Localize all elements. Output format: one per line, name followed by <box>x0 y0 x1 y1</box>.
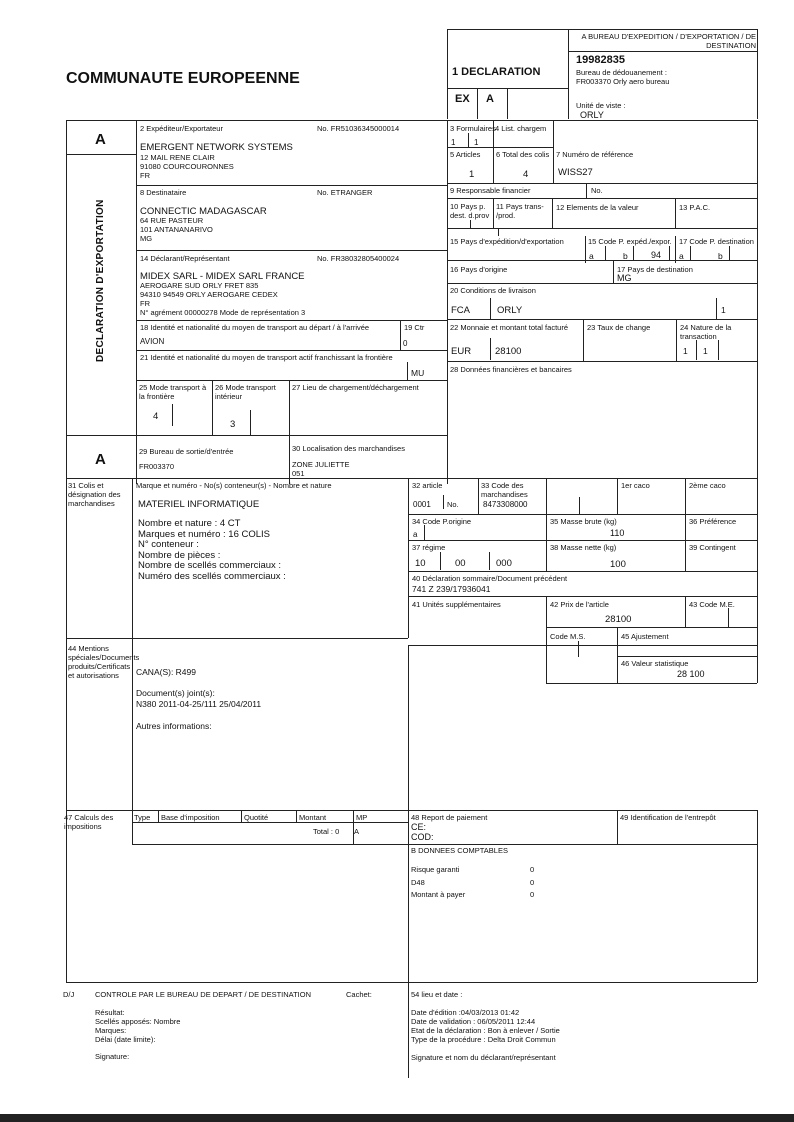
expediteur-address: 12 MAIL RENE CLAIR 91080 COURCOURONNES FR <box>140 153 234 180</box>
declaration-label: 1 DECLARATION <box>452 66 541 78</box>
code-origine-a: a <box>413 530 418 539</box>
declarant-no: No. FR38032805400024 <box>317 254 400 263</box>
lieu-date-label: 54 lieu et date : <box>411 990 463 999</box>
donnees-financieres-label: 28 Données financières et bancaires <box>450 365 572 374</box>
regime-value-3: 000 <box>496 558 512 569</box>
articles-value: 1 <box>469 169 475 180</box>
declarant-address: AEROGARE SUD ORLY FRET 835 94310 94549 ORLY AEROGARE CEDEX FR N° agrément 00000278 Mode de représentation 3 <box>140 281 306 317</box>
report-paiement-label: 48 Report de paiement <box>411 813 488 822</box>
reference-label: 7 Numéro de référence <box>556 150 634 159</box>
articles-label: 5 Articles <box>450 150 481 159</box>
montant-payer-label: Montant à payer <box>411 890 466 899</box>
unite-visite-value: ORLY <box>580 110 604 120</box>
dj-label: D/J <box>63 990 75 999</box>
pays-origine-label: 16 Pays d'origine <box>450 265 508 274</box>
pays-destination-value: MG <box>617 273 632 283</box>
localisation-value: ZONE JULIETTE 051 <box>292 460 350 478</box>
code-expedition-a: a <box>589 251 594 261</box>
expediteur-no: No. FR51036345000014 <box>317 124 400 133</box>
total-colis-value: 4 <box>523 169 529 180</box>
contingent-label: 39 Contingent <box>689 543 736 552</box>
risque-garanti-label: Risque garanti <box>411 865 460 874</box>
bureau-sortie-label: 29 Bureau de sortie/d'entrée <box>139 447 234 456</box>
valeur-statistique-value: 28 100 <box>677 669 705 679</box>
responsable-financier-label: 9 Responsable financier <box>450 186 531 195</box>
total-colis-label: 6 Total des colis <box>496 150 550 159</box>
goods-description: MATERIEL INFORMATIQUE <box>138 499 260 510</box>
section-letter-a-top: A <box>95 131 106 148</box>
signature-controle-label: Signature: <box>95 1052 130 1061</box>
mode-interieur-value: 3 <box>230 419 236 430</box>
donnees-comptables-label: B DONNEES COMPTABLES <box>411 846 508 855</box>
masse-brute-label: 35 Masse brute (kg) <box>550 517 617 526</box>
destinataire-address: 64 RUE PASTEUR 101 ANTANANARIVO MG <box>140 216 213 243</box>
mode-frontiere-value: 4 <box>153 411 159 422</box>
risque-garanti-value: 0 <box>530 865 535 874</box>
montant-payer-value: 0 <box>530 890 535 899</box>
code-marchandises-label: 33 Code des marchandises <box>481 481 528 499</box>
code-expedition-label: 15 Code P. expéd./expor. <box>588 237 672 246</box>
autres-informations: Autres informations: <box>136 721 212 731</box>
calculs-impositions-label: 47 Calculs des impositions <box>64 813 114 831</box>
prix-article-label: 42 Prix de l'article <box>550 600 609 609</box>
article-label: 32 article <box>412 481 443 490</box>
date-validation: Date de validation : 06/05/2011 12:44 <box>411 1017 536 1026</box>
conditions-code: 1 <box>721 305 726 315</box>
bureau-dedouanement-value: FR003370 Orly aero bureau <box>576 77 670 86</box>
report-ce: CE: <box>411 822 427 832</box>
code-marchandises-value: 8473308000 <box>483 500 528 509</box>
col-mp-header: MP <box>356 813 368 822</box>
monnaie-amount: 28100 <box>495 346 522 357</box>
controle-title: CONTROLE PAR LE BUREAU DE DEPART / DE DESTINATION <box>95 990 312 999</box>
cana-value: CANA(S): R499 <box>136 667 196 677</box>
unites-supplementaires-label: 41 Unités supplémentaires <box>412 600 501 609</box>
mode-interieur-label: 26 Mode transport intérieur <box>215 383 276 401</box>
code-destination-label: 17 Code P. destination <box>679 237 754 246</box>
masse-brute-value: 110 <box>610 528 625 538</box>
calculs-total: Total : 0 <box>313 827 340 836</box>
declaration-type-a: A <box>486 93 494 105</box>
report-cod: COD: <box>411 832 434 842</box>
nature-transaction-label: 24 Nature de la transaction <box>680 323 732 341</box>
code-expedition-b: b <box>623 251 628 261</box>
code-origine-label: 34 Code P.origine <box>412 517 472 526</box>
destinataire-name: CONNECTIC MADAGASCAR <box>140 206 267 217</box>
destinataire-label: 8 Destinataire <box>140 188 187 197</box>
formulaires-value-2: 1 <box>474 138 479 147</box>
bureau-expedition-label: A BUREAU D'EXPEDITION / D'EXPORTATION / DE DESTINATION <box>581 32 756 50</box>
formulaires-value-1: 1 <box>451 138 456 147</box>
regime-value-1: 10 <box>415 558 426 569</box>
mode-frontiere-label: 25 Mode transport à la frontière <box>139 383 207 401</box>
nature-transaction-value-1: 1 <box>683 346 688 356</box>
masse-nette-label: 38 Masse nette (kg) <box>550 543 617 552</box>
elements-valeur-label: 12 Elements de la valeur <box>556 203 639 212</box>
responsable-financier-no: No. <box>591 186 603 195</box>
declaration-type-ex: EX <box>455 93 470 105</box>
ajustement-label: 45 Ajustement <box>621 632 669 641</box>
caco1-label: 1er caco <box>621 481 650 490</box>
listes-chargement-label: 4 List. chargem <box>495 124 547 133</box>
identification-entrepot-label: 49 Identification de l'entrepôt <box>620 813 716 822</box>
article-no: No. <box>447 500 459 509</box>
calculs-total-mp: A <box>354 827 360 836</box>
expediteur-label: 2 Expéditeur/Exportateur <box>140 124 223 133</box>
declaration-sommaire-value: 741 Z 239/17936041 <box>412 584 491 594</box>
code-destination-a: a <box>679 251 684 261</box>
masse-nette-value: 100 <box>610 559 626 570</box>
colis-label: 31 Colis et désignation des marchandises <box>68 481 121 508</box>
pac-label: 13 P.A.C. <box>679 203 711 212</box>
date-edition: Date d'édition :04/03/2013 01:42 <box>411 1008 520 1017</box>
bureau-sortie-value: FR003370 <box>139 462 175 471</box>
code-expedition-value: 94 <box>651 250 662 260</box>
preference-label: 36 Préférence <box>689 517 737 526</box>
lieu-chargement-label: 27 Lieu de chargement/déchargement <box>292 383 419 392</box>
transport-depart-value: AVION <box>140 337 165 346</box>
type-procedure: Type de la procédure : Delta Droit Commun <box>411 1035 556 1044</box>
code-destination-b: b <box>718 251 723 261</box>
documents-joints: Document(s) joint(s): N380 2011-04-25/111 25/04/2011 <box>136 688 262 709</box>
declaration-sommaire-label: 40 Déclaration sommaire/Document précédent <box>412 574 568 583</box>
conditions-livraison-label: 20 Conditions de livraison <box>450 286 536 295</box>
goods-details: Nombre et nature : 4 CT Marques et numéro : 16 COLIS N° conteneur : Nombre de pièces : Nombre de scellés commerciaux : Numéro des scellés commerciaux : <box>138 518 286 582</box>
expediteur-name: EMERGENT NETWORK SYSTEMS <box>140 142 293 153</box>
scelles-label: Scellés apposés: Nombre <box>95 1017 181 1026</box>
d48-label: D48 <box>411 878 425 887</box>
mentions-speciales-label: 44 Mentions spéciales/Documents produits/Certificats et autorisations <box>68 644 140 680</box>
vertical-title: DECLARATION D'EXPORTATION <box>95 199 106 362</box>
caco2-label: 2ème caco <box>689 481 726 490</box>
etat-declaration: Etat de la déclaration : Bon à enlever / Sortie <box>411 1026 560 1035</box>
delai-label: Délai (date limite): <box>95 1035 156 1044</box>
conditions-lieu: ORLY <box>497 305 523 316</box>
signature-declarant-label: Signature et nom du déclarant/représentant <box>411 1053 556 1062</box>
formulaires-label: 3 Formulaires <box>450 124 496 133</box>
col-type-header: Type <box>134 813 151 822</box>
prix-article-value: 28100 <box>605 614 632 625</box>
transport-ctr-label: 19 Ctr <box>404 323 425 332</box>
col-quotite-header: Quotité <box>244 813 269 822</box>
article-value: 0001 <box>413 500 431 509</box>
pays-destination-label: 17 Pays de destination <box>617 265 693 274</box>
community-title: COMMUNAUTE EUROPEENNE <box>66 70 300 87</box>
code-ms-label: Code M.S. <box>550 632 586 641</box>
transport-ctr-value: 0 <box>403 339 408 348</box>
cachet-label: Cachet: <box>346 990 372 999</box>
pays-prov-label: 10 Pays p. dest. d.prov <box>450 202 490 220</box>
unite-visite-label: Unité de viste : <box>576 101 626 110</box>
transport-actif-value: MU <box>411 368 425 378</box>
monnaie-label: 22 Monnaie et montant total facturé <box>450 323 568 332</box>
pays-trans-label: 11 Pays trans- /prod. <box>496 202 544 220</box>
valeur-statistique-label: 46 Valeur statistique <box>621 659 689 668</box>
resultat-label: Résultat: <box>95 1008 125 1017</box>
destinataire-no: No. ETRANGER <box>317 188 373 197</box>
nature-transaction-value-2: 1 <box>703 346 708 356</box>
d48-value: 0 <box>530 878 535 887</box>
conditions-incoterm: FCA <box>451 305 470 316</box>
code-me-label: 43 Code M.E. <box>689 600 735 609</box>
bureau-dedouanement-label: Bureau de dédouanement : <box>576 68 667 77</box>
transport-actif-label: 21 Identité et nationalité du moyen de transport actif franchissant la frontière <box>140 353 393 362</box>
declarant-label: 14 Déclarant/Représentant <box>140 254 230 263</box>
taux-change-label: 23 Taux de change <box>587 323 651 332</box>
regime-value-2: 00 <box>455 558 466 569</box>
monnaie-currency: EUR <box>451 346 472 357</box>
transport-depart-label: 18 Identité et nationalité du moyen de transport au départ / à l'arrivée <box>140 323 370 332</box>
declarant-name: MIDEX SARL - MIDEX SARL FRANCE <box>140 271 305 282</box>
regime-label: 37 régime <box>412 543 446 552</box>
marque-numero-label: Marque et numéro - No(s) conteneur(s) - Nombre et nature <box>136 481 332 490</box>
marques-label: Marques: <box>95 1026 127 1035</box>
mrn-number: 19982835 <box>576 54 625 66</box>
col-base-header: Base d'imposition <box>161 813 220 822</box>
section-letter-a-bottom: A <box>95 451 106 468</box>
pays-expedition-label: 15 Pays d'expédition/d'exportation <box>450 237 564 246</box>
localisation-label: 30 Localisation des marchandises <box>292 444 405 453</box>
col-montant-header: Montant <box>299 813 327 822</box>
reference-value: WISS27 <box>558 167 593 178</box>
